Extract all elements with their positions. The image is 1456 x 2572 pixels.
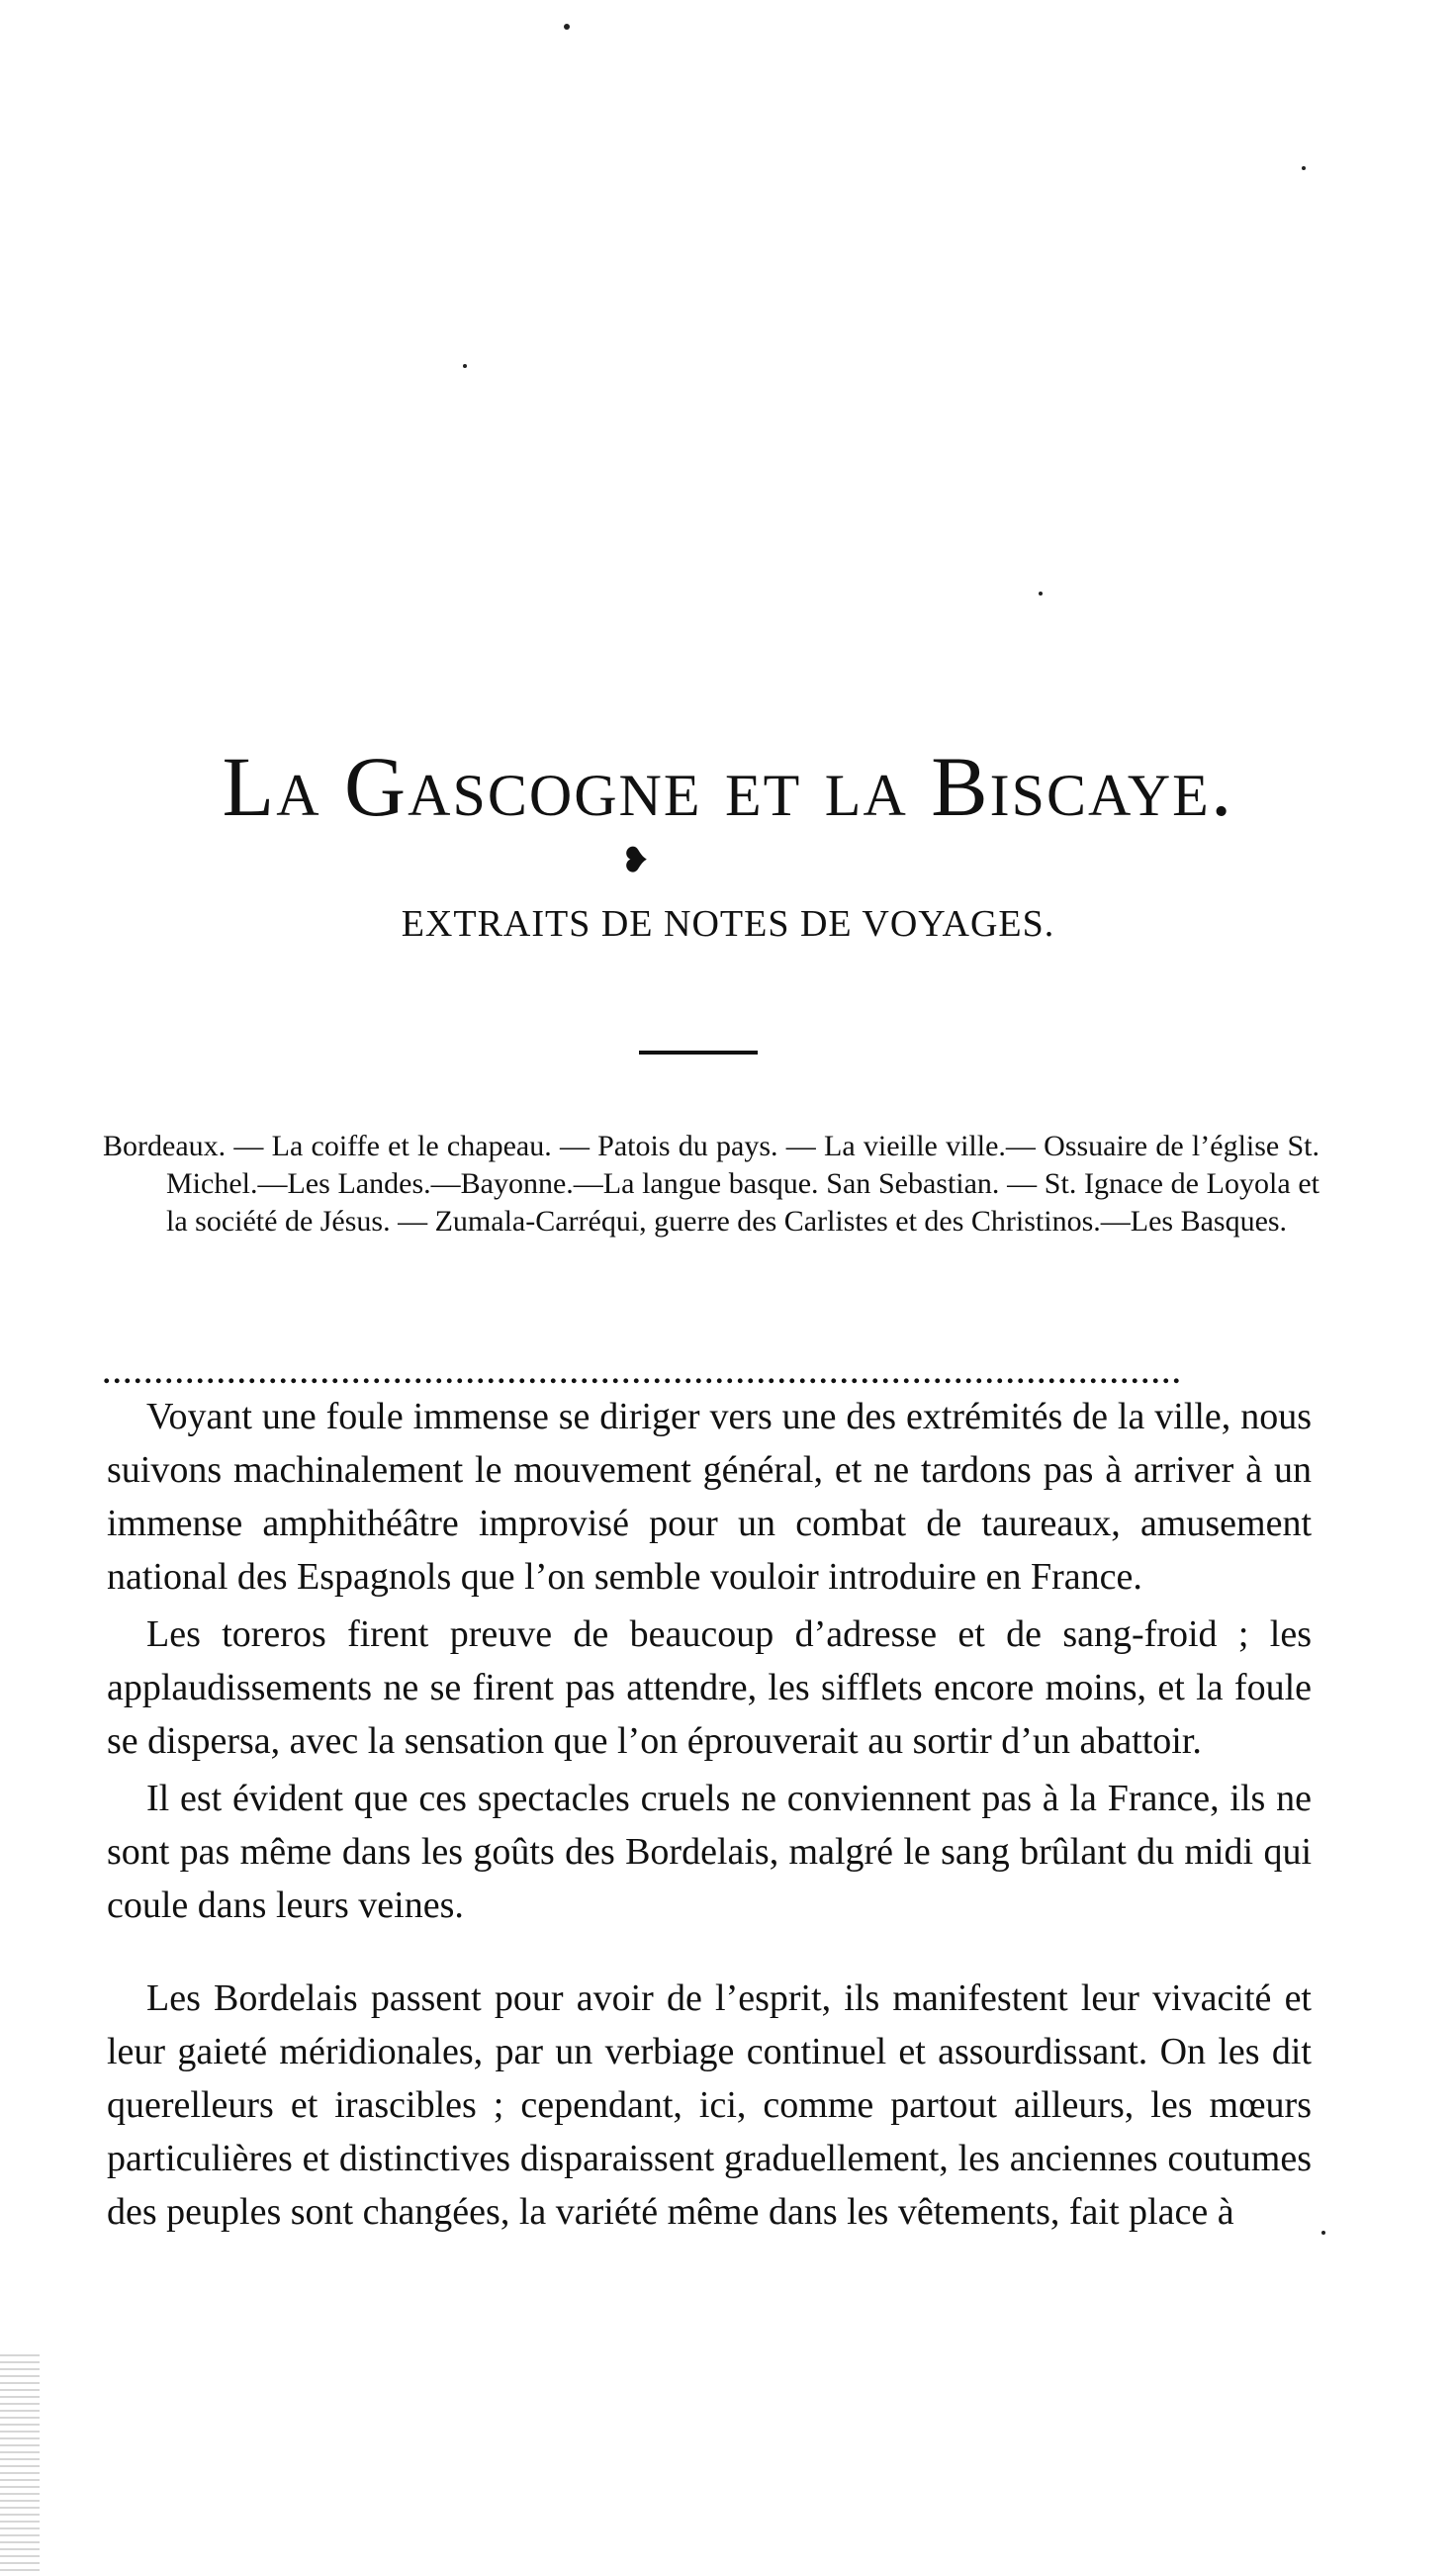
page-subtitle: EXTRAITS DE NOTES DE VOYAGES. bbox=[401, 903, 1055, 945]
scan-speck bbox=[1302, 166, 1306, 170]
paragraph: Les toreros firent preuve de beaucoup d’adresse et de sang-froid ; les applaudissements ne se firent pas attendre, les sifflets encore moins, et la foule se dispersa, avec la sensation que l’on éprouverait au sortir d’un abattoir. bbox=[107, 1613, 1312, 1762]
scan-speck bbox=[463, 364, 467, 368]
scan-speck bbox=[1321, 2231, 1325, 2235]
page-title: La Gascogne et la Biscaye. bbox=[222, 739, 1234, 834]
scan-edge-noise bbox=[0, 2354, 40, 2572]
section-rule bbox=[639, 1051, 758, 1055]
chapter-summary bbox=[103, 1128, 1320, 1240]
summary-text: Bordeaux. — La coiffe et le chapeau. — Patois du pays. — La vieille ville.— Ossuaire de l’église St. Michel.—Les Landes.—Bayonne.—La langue basque. San Sebastian. — St. Ignace de Loyola et la société de Jésus. — Zumala-Carréqui, guerre des Carlistes et des Christinos.—Les Basques. bbox=[103, 1130, 1320, 1238]
dotted-separator: ........................................................................................................ bbox=[103, 1357, 1183, 1390]
paragraph: Il est évident que ces spectacles cruels ne conviennent pas à la France, ils ne sont pas même dans les goûts des Bordelais, malgré le sang brûlant du midi qui coule dans leurs veines. bbox=[107, 1778, 1312, 1926]
scan-speck bbox=[564, 24, 570, 30]
title-ornament: ❥ bbox=[621, 843, 650, 879]
scan-speck bbox=[1039, 592, 1043, 596]
paragraph: Voyant une foule immense se diriger vers une des extrémités de la ville, nous suivons machinalement le mouvement général, et ne tardons pas à arriver à un immense amphithéâtre improvisé pour un combat de taureaux, amusement national des Espagnols que l’on semble vouloir introduire en France. bbox=[107, 1396, 1312, 1598]
body-text bbox=[107, 1390, 1312, 2243]
paragraph: Les Bordelais passent pour avoir de l’esprit, ils manifestent leur vivacité et leur gaieté méridionales, par un verbiage continuel et assourdissant. On les dit querelleurs et irascibles ; cependant, ici, comme partout ailleurs, les mœurs particulières et distinctives disparaissent graduellement, les anciennes coutumes des peuples sont changées, la variété même dans les vêtements, fait place à bbox=[107, 1977, 1312, 2233]
